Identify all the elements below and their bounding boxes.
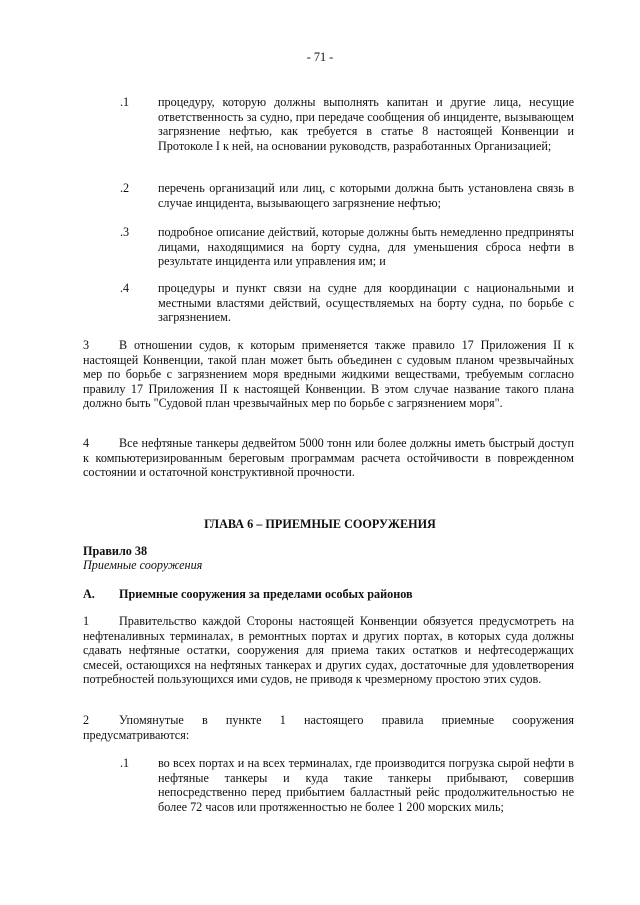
list-item <box>0 181 640 211</box>
list-item <box>0 756 640 816</box>
page-number: - 71 - <box>306 50 334 64</box>
list-item-number: .3 <box>120 225 130 239</box>
paragraph-number: 3 <box>83 338 90 352</box>
list-item <box>0 281 640 325</box>
list-item-text: перечень организаций или лиц, с которыми должна быть установлена связь в случае инцидента, вызывающего загрязнение нефтью; <box>158 181 574 210</box>
paragraph <box>0 338 640 424</box>
list-item-number: .2 <box>120 181 130 195</box>
rule-subtitle: Приемные сооружения <box>83 558 203 572</box>
list-item-text: во всех портах и на всех терминалах, где производится погрузка сырой нефти в нефтяные танкеры и куда такие танкеры прибывают, совершив непосредственно перед прибытием балластный рейс продолжительностью не более 72 часов или протяженностью не более 1 200 морских миль; <box>158 756 574 814</box>
paragraph-number: 4 <box>83 436 90 450</box>
list-item <box>0 95 640 165</box>
paragraph-text: Все нефтяные танкеры дедвейтом 5000 тонн или более должны иметь быстрый доступ к компьютеризированным береговым программам расчета остойчивости в поврежденном состоянии и остаточной конструктивной прочности. <box>83 436 574 480</box>
paragraph-text: Упомянутые в пункте 1 настоящего правила приемные сооружения предусматриваются: <box>83 713 574 742</box>
paragraph-number: 1 <box>83 614 90 628</box>
list-item <box>0 225 640 269</box>
paragraph <box>0 713 640 743</box>
paragraph-text: В отношении судов, к которым применяется также правило 17 Приложения II к настоящей Конвенции, такой план может быть объединен с судовым планом чрезвычайных мер по борьбе с загрязнением моря вредными жидкими веществами, требуемым согласно правилу 17 Приложения II к настоящей Конвенции. В этом случае название такого плана должно быть "Судовой план чрезвычайных мер по борьбе с загрязнением моря". <box>83 338 574 411</box>
list-item-text: процедуры и пункт связи на судне для координации с национальными и местными властями действий, осуществляемых на борту судна, по борьбе с загрязнением. <box>158 281 574 325</box>
list-item-text: подробное описание действий, которые должны быть немедленно предприняты лицами, находящимися на борту судна, для уменьшения сброса нефти в результате инцидента или управления им; и <box>158 225 574 269</box>
list-item-number: .4 <box>120 281 130 295</box>
section-title: Приемные сооружения за пределами особых районов <box>119 587 413 601</box>
paragraph <box>0 614 640 700</box>
paragraph-number: 2 <box>83 713 90 727</box>
paragraph-text: Правительство каждой Стороны настоящей Конвенции обязуется предусмотреть на нефтеналивных терминалах, в ремонтных портах и других портах, в которых суда должны сдавать нефтяные остатки, сооружения для приема таких остатков и нефтесодержащих смесей, остающихся на нефтяных танкерах и других судах, достаточные для удовлетворения потребностей пользующихся ими судов, не приводя к чрезмерному простою этих судов. <box>83 614 574 687</box>
chapter-title: ГЛАВА 6 – ПРИЕМНЫЕ СООРУЖЕНИЯ <box>204 517 436 531</box>
list-item-number: .1 <box>120 756 130 770</box>
list-item-text: процедуру, которую должны выполнять капитан и другие лица, несущие ответственность за судно, при передаче сообщения об инциденте, вызывающем загрязнение нефтью, как требуется в статье 8 настоящей Конвенции и Протоколе I к ней, на основании руководств, разработанных Организацией; <box>158 95 574 153</box>
rule-title: Правило 38 <box>83 544 148 558</box>
section-letter: A. <box>83 587 95 601</box>
paragraph <box>0 436 640 480</box>
list-item-number: .1 <box>120 95 130 109</box>
